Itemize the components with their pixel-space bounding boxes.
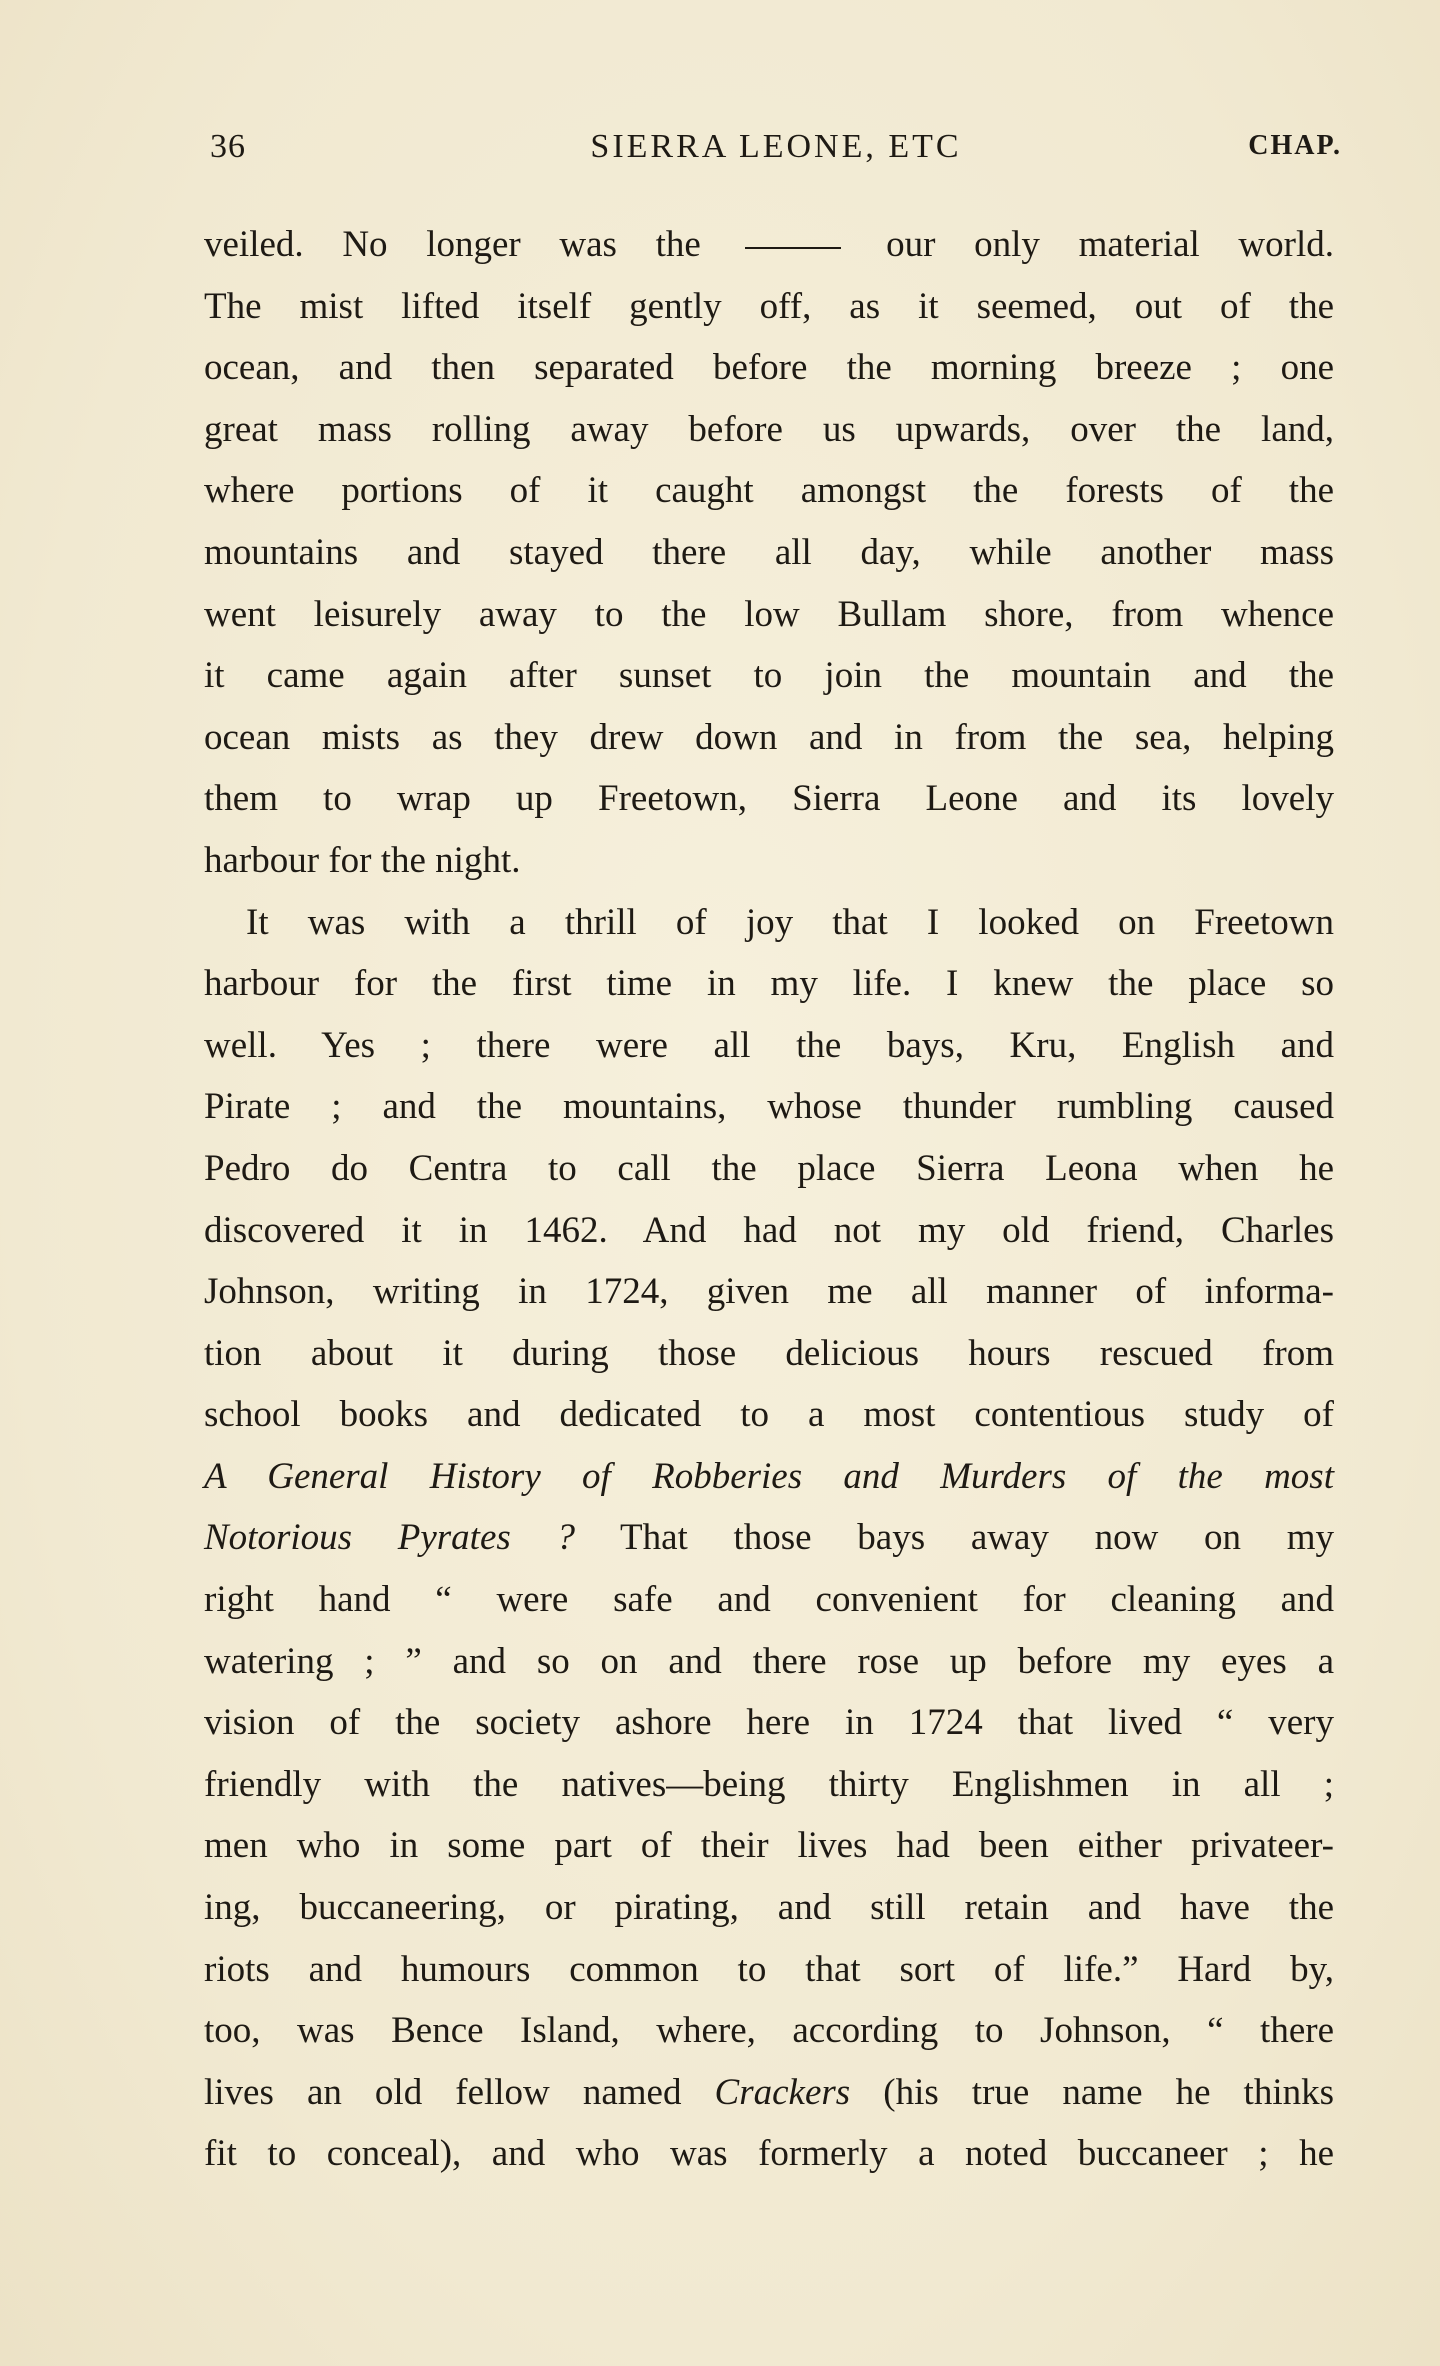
running-head (210, 128, 1342, 176)
text-line: went leisurely away to the low Bullam shore, from whence (204, 593, 1334, 635)
text-line: lives an old fellow named Crackers (his true name he thinks (204, 2071, 1335, 2113)
text-line: Pirate ; and the mountains, whose thunder rumbling caused (204, 1086, 1334, 1128)
text-line: Johnson, writing in 1724, given me all manner of informa- (204, 1271, 1334, 1313)
text-line: veiled. No longer was the our only material world. (204, 224, 1335, 265)
text-line: right hand “ were safe and convenient for cleaning and (204, 1579, 1334, 1621)
text-line: school books and dedicated to a most contentious study of (204, 1394, 1334, 1436)
chapter-label: CHAP. (1248, 130, 1342, 161)
text-line: tion about it during those delicious hours rescued from (204, 1332, 1334, 1374)
text-line: them to wrap up Freetown, Sierra Leone and its lovely (204, 778, 1334, 820)
text-line: it came again after sunset to join the mountain and the (204, 655, 1334, 697)
running-title: SIERRA LEONE, ETC (590, 128, 962, 165)
text-line: vision of the society ashore here in 1724 that lived “ very (204, 1702, 1334, 1744)
text-line: Notorious Pyrates ? That those bays away now on my (204, 1517, 1335, 1559)
em-dash-rule (745, 247, 841, 249)
text-line: mountains and stayed there all day, while another mass (204, 531, 1334, 573)
text-line: ing, buccaneering, or pirating, and still retain and have the (204, 1887, 1334, 1929)
body-text (204, 214, 1334, 2185)
text-line: men who in some part of their lives had been either privateer- (204, 1825, 1334, 1867)
text-line: ocean, and then separated before the morning breeze ; one (204, 347, 1334, 389)
text-line: where portions of it caught amongst the forests of the (204, 470, 1334, 512)
text-line: riots and humours common to that sort of life.” Hard by, (204, 1948, 1334, 1990)
text-line: The mist lifted itself gently off, as it seemed, out of the (204, 285, 1334, 327)
book-title-line: A General History of Robberies and Murders of the most (204, 1455, 1334, 1497)
text-line: harbour for the first time in my life. I knew the place so (204, 963, 1334, 1005)
text-line: friendly with the natives—being thirty Englishmen in all ; (204, 1763, 1334, 1805)
text-line: harbour for the night. (204, 839, 521, 881)
text-line: fit to conceal), and who was formerly a noted buccaneer ; he (204, 2133, 1334, 2175)
name-italic: Crackers (714, 2071, 851, 2113)
text-line: watering ; ” and so on and there rose up before my eyes a (204, 1640, 1334, 1682)
book-title-italic: Notorious Pyrates ? (204, 1517, 575, 1559)
text-line: Pedro do Centra to call the place Sierra Leona when he (204, 1147, 1334, 1189)
text-line: ocean mists as they drew down and in from the sea, helping (204, 716, 1334, 758)
text-line: great mass rolling away before us upwards, over the land, (204, 408, 1334, 450)
page-number: 36 (210, 128, 246, 165)
text-line: too, was Bence Island, where, according to Johnson, “ there (204, 2010, 1334, 2052)
text-line: discovered it in 1462. And had not my old friend, Charles (204, 1209, 1334, 1251)
text-line: It was with a thrill of joy that I looked on Freetown (246, 901, 1334, 943)
text-line: well. Yes ; there were all the bays, Kru, English and (204, 1024, 1334, 1066)
